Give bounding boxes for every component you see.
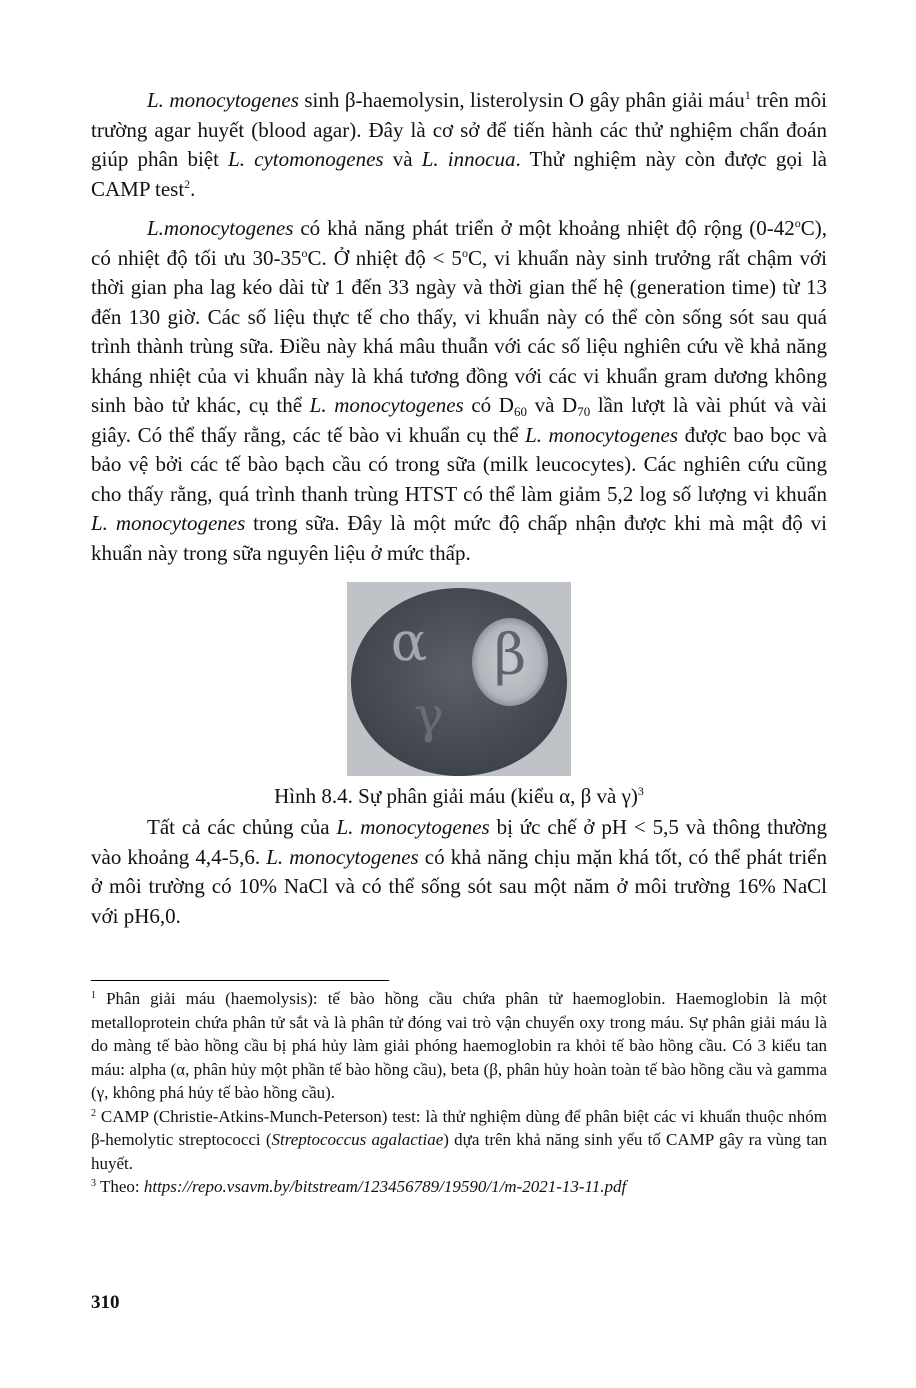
source-url[interactable]: https://repo.vsavm.by/bitstream/123456789/19590/1/m-2021-13-11.pdf: [143, 1177, 627, 1196]
text-span: có khả năng phát triển ở một khoảng nhiệt độ rộng (0-42: [293, 216, 795, 240]
degree-mark: o: [461, 245, 468, 260]
gamma-colony-label: γ: [414, 686, 444, 744]
page-number: 310: [91, 1292, 120, 1313]
blood-agar-image: [347, 582, 571, 776]
text-span: trên môi trường agar huyết (blood agar). Đây là cơ sở để tiến hành các thử nghiệm chẩn đoán giúp phân biệt: [91, 88, 827, 171]
footnote-number: 2: [91, 1107, 96, 1119]
alpha-colony-label: α: [390, 610, 428, 673]
species-name: L. monocytogenes: [525, 422, 679, 447]
paragraph-haemolysin: [91, 86, 827, 204]
text-span: có khả năng chịu mặn khá tốt, có thể phát triển ở môi trường có 10% NaCl và có thể sống sót sau một năm ở môi trường 16% NaCl với pH6,0.: [91, 844, 827, 928]
caption-text: Hình 8.4. Sự phân giải máu (kiểu α, β và γ): [274, 784, 638, 808]
text-span: . Thử nghiệm này còn được gọi là CAMP test: [91, 147, 827, 201]
paragraph-temperature: [91, 214, 827, 568]
figure-blood-agar-plate: [347, 582, 571, 776]
degree-mark: o: [301, 245, 308, 260]
footnote-ref-3[interactable]: 3: [637, 784, 644, 798]
text-span: Tất cả các chủng của: [147, 815, 337, 839]
species-name: L.monocytogenes: [147, 216, 294, 240]
subscript: 60: [513, 404, 527, 419]
page-content: [91, 86, 827, 1199]
species-name: L. monocytogenes: [336, 815, 490, 839]
species-name: L. monocytogenes: [147, 88, 299, 112]
footnote-3: [91, 1175, 827, 1199]
text-span: C, vi khuẩn này sinh trưởng rất chậm với thời gian pha lag kéo dài từ 1 đến 33 ngày và thời gian thế hệ (generation time) từ 13 đến 130 giờ. Các số liệu thực tế cho thấy, vi khuẩn này có thể còn sống sót sau quá trình thành trùng sữa. Điều này khá mâu thuẫn với các số liệu nghiên cứu về khả năng kháng nhiệt của vi khuẩn này là khá tương đồng với các vi khuẩn gram dương không sinh bào tử khác, cụ thể: [91, 245, 828, 417]
text-span: trong sữa. Đây là một mức độ chấp nhận được khi mà mật độ vi khuẩn này trong sữa nguyên liệu ở mức thấp.: [91, 511, 827, 565]
text-span: được bao bọc và bảo vệ bởi các tế bào bạch cầu có trong sữa (milk leucocytes). Các nghiên cứu cũng cho thấy rằng, quá trình thanh trùng HTST có thể làm giảm 5,2 log số lượng vi khuẩn: [91, 422, 827, 506]
footnote-ref-1[interactable]: 1: [744, 88, 751, 102]
species-name: L. monocytogenes: [266, 844, 419, 869]
footnote-number: 1: [91, 990, 96, 1001]
footnote-1: [91, 987, 827, 1105]
species-name: L. monocytogenes: [309, 393, 464, 417]
text-span: .: [190, 176, 196, 201]
text-span: và: [383, 147, 422, 171]
text-span: bị ức chế ở pH < 5,5 và thông thường vào khoảng 4,4-5,6.: [91, 815, 827, 869]
species-name: Streptococcus agalactiae: [271, 1130, 444, 1149]
footnote-separator: [91, 980, 389, 981]
footnote-text: Phân giải máu (haemolysis): tế bào hồng cầu chứa phân tử haemoglobin. Haemoglobin là một metalloprotein chứa phân tử sắt và là phân tử đóng vai trò vận chuyển oxy trong máu. Sự phân giải máu là do màng tế bào hồng cầu bị phá hủy làm giải phóng haemoglobin ra khỏi tế bào hồng cầu. Có 3 kiểu tan máu: alpha (α, phân hủy một phần tế bào hồng cầu), beta (β, phân hủy hoàn toàn tế bào hồng cầu và gamma (γ, không phá hủy tế bào hồng cầu).: [91, 989, 827, 1102]
footnote-number: 3: [91, 1178, 96, 1189]
species-name: L. innocua: [421, 147, 516, 171]
figure-caption: [91, 782, 827, 811]
paragraph-ph-salt: [91, 813, 827, 931]
text-span: có D: [463, 393, 514, 417]
text-span: C. Ở nhiệt độ < 5: [307, 245, 462, 270]
footnote-text: Theo:: [96, 1177, 144, 1196]
text-span: và D: [526, 393, 578, 417]
beta-colony-label: β: [493, 623, 527, 688]
footnote-text: CAMP (Christie-Atkins-Munch-Peterson) test: là thử nghiệm dùng để phân biệt các vi khuẩn thuộc nhóm β-hemolytic streptococci (: [91, 1106, 827, 1149]
footnote-text: ) dựa trên khả năng sinh yếu tố CAMP gây ra vùng tan huyết.: [91, 1130, 827, 1173]
footnote-2: [91, 1105, 827, 1176]
species-name: L. cytomonogenes: [228, 147, 384, 171]
footnote-ref-2[interactable]: 2: [184, 176, 191, 191]
subscript: 70: [577, 404, 591, 419]
text-span: lần lượt là vài phút và vài giây. Có thể thấy rằng, các tế bào vi khuẩn cụ thể: [91, 393, 827, 447]
text-span: sinh β-haemolysin, listerolysin O gây phân giải máu: [298, 88, 745, 112]
species-name: L. monocytogenes: [91, 511, 246, 535]
degree-mark: o: [794, 216, 801, 230]
text-span: C), có nhiệt độ tối ưu 30-35: [91, 216, 827, 270]
